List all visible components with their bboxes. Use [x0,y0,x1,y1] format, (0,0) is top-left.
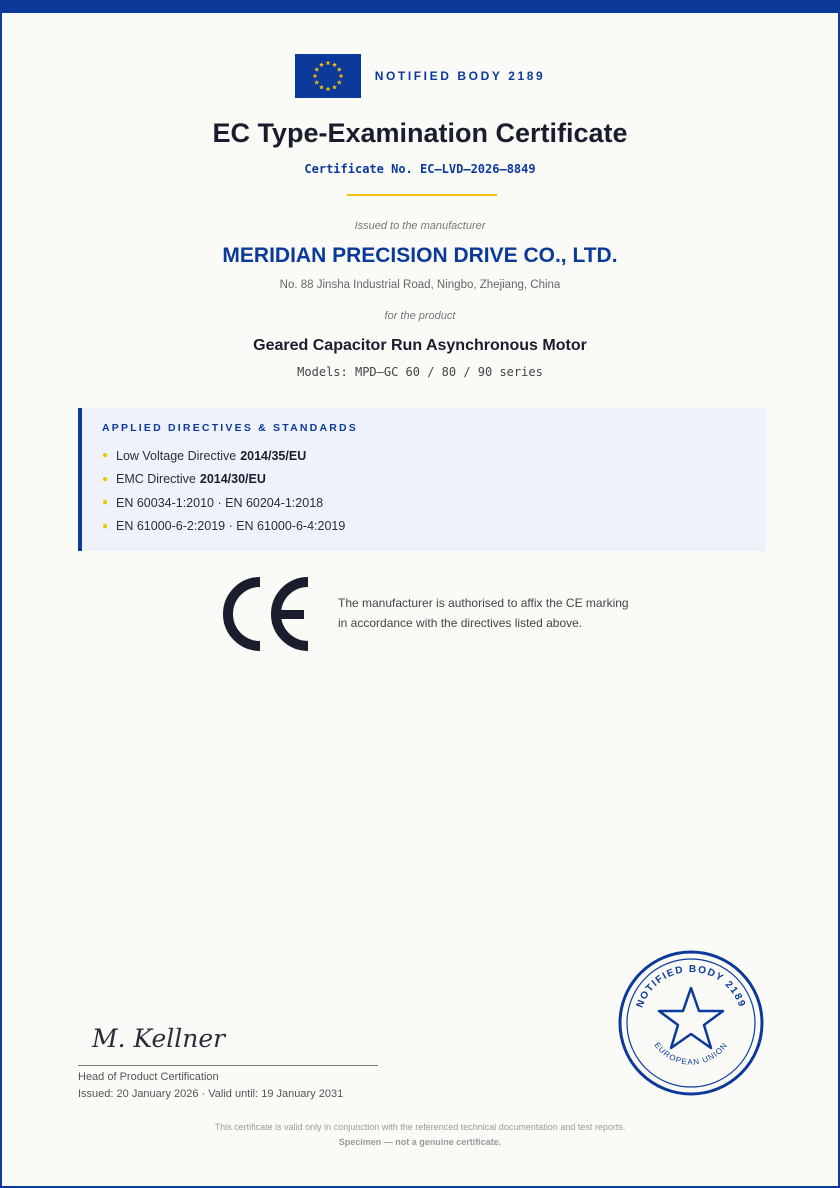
directive-item [102,468,766,492]
top-accent-bar [0,0,840,13]
star-icon [659,988,723,1048]
standard-text: EN 61000-6-2:2019 · EN 61000-6-4:2019 [116,519,346,534]
ce-statement [338,593,658,633]
svg-text:NOTIFIED BODY 2189 [635,964,748,1010]
eu-star-icon [338,73,343,78]
seal-bottom-text: EUROPEAN UNION [652,1040,730,1067]
eu-star-icon [336,67,341,72]
eu-star-icon [319,62,324,67]
eu-star-icon [319,85,324,90]
manufacturer-intro: Issued to the manufacturer [354,220,486,232]
svg-text:EUROPEAN UNION [653,1041,730,1067]
signatory-role: Head of Product Certification [78,1071,219,1083]
notified-body-seal [618,950,764,1096]
manufacturer-name: MERIDIAN PRECISION DRIVE CO., LTD. [222,244,618,267]
certificate-title: EC Type-Examination Certificate [212,118,628,148]
product-models: Models: MPD–GC 60 / 80 / 90 series [297,365,543,379]
validity-footnote: This certificate is valid only in conjunction with the referenced technical documentation and test reports. [214,1122,626,1132]
product-intro: for the product [384,310,456,322]
divider [347,194,497,196]
signature: M. Kellner [92,1024,226,1053]
validity-dates: Issued: 20 January 2026 · Valid until: 19 January 2031 [78,1088,344,1100]
bullet-icon: ● [102,497,109,509]
eu-star-icon [332,85,337,90]
certificate-number: Certificate No. EC–LVD–2026–8849 [304,162,536,176]
eu-star-icon [325,60,330,65]
bullet-icon: ● [102,450,109,462]
eu-star-icon [312,73,317,78]
directives-list [102,444,766,538]
notified-body-label: NOTIFIED BODY 2189 [374,69,546,83]
ce-statement-line: The manufacturer is authorised to affix the CE marking [338,596,629,610]
standard-item [102,515,766,539]
directive-item [102,444,766,468]
directive-ref: 2014/35/EU [240,448,307,463]
directive-ref: 2014/30/EU [199,472,266,487]
header [2,54,838,98]
directive-text: EMC Directive [116,472,196,487]
eu-flag-icon [295,54,361,98]
eu-star-icon [336,80,341,85]
product-name: Geared Capacitor Run Asynchronous Motor [253,337,587,354]
manufacturer-address: No. 88 Jinsha Industrial Road, Ningbo, Zhejiang, China [279,279,561,291]
directives-panel [78,408,766,551]
eu-star-icon [325,86,330,91]
seal-top-text: NOTIFIED BODY 2189 [634,963,748,1010]
bullet-icon: ● [102,473,109,485]
standard-item [102,491,766,515]
standard-text: EN 60034-1:2010 · EN 60204-1:2018 [116,495,324,510]
directive-text: Low Voltage Directive [116,448,237,463]
eu-star-icon [332,62,337,67]
signature-line [78,1065,378,1066]
eu-star-icon [314,67,319,72]
bullet-icon: ● [102,520,109,532]
directives-heading: APPLIED DIRECTIVES & STANDARDS [102,422,358,434]
ce-mark-icon [222,576,312,652]
eu-star-icon [314,80,319,85]
specimen-notice: Specimen — not a genuine certificate. [338,1137,502,1147]
ce-statement-line: in accordance with the directives listed above. [338,616,583,630]
